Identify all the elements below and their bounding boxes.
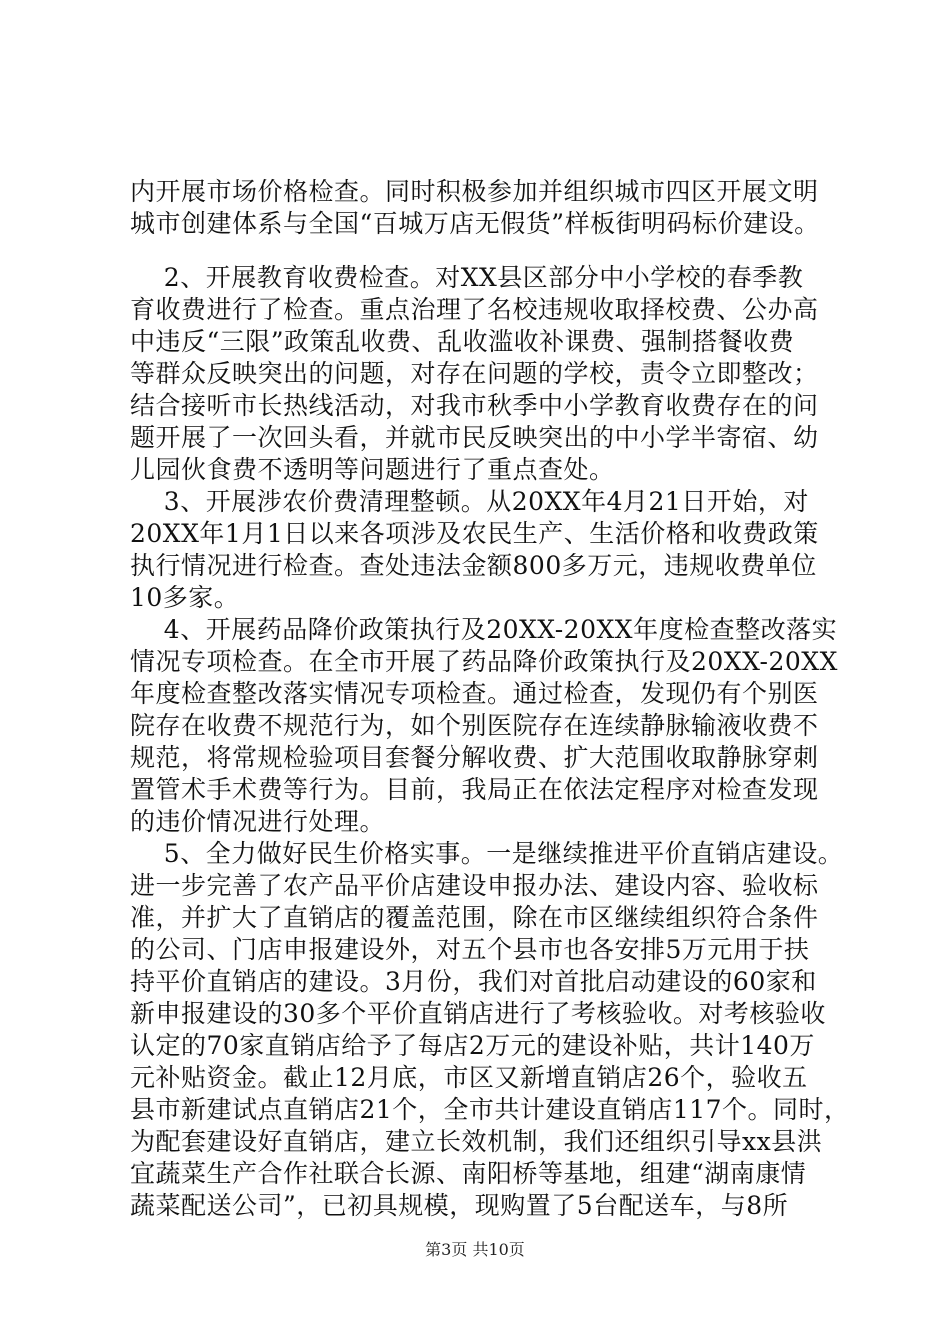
text-line: 育收费进行了检查。重点治理了名校违规收取择校费、公办高 bbox=[130, 295, 819, 324]
text-line: 中违反“三限”政策乱收费、乱收滥收补课费、强制搭餐收费 bbox=[130, 327, 795, 356]
text-line: 的公司、门店申报建设外，对五个县市也各安排5万元用于扶 bbox=[130, 935, 810, 964]
text-line: 进一步完善了农产品平价店建设申报办法、建设内容、验收标 bbox=[130, 871, 819, 900]
text-line: 20XX年1月1日以来各项涉及农民生产、生活价格和收费政策 bbox=[130, 519, 819, 548]
text-line: 3、开展涉农价费清理整顿。从20XX年4月21日开始，对 bbox=[130, 487, 809, 516]
text-line: 5、全力做好民生价格实事。一是继续推进平价直销店建设。 bbox=[130, 839, 844, 868]
text-line: 规范，将常规检验项目套餐分解收费、扩大范围收取静脉穿刺 bbox=[130, 743, 819, 772]
text-line: 年度检查整改落实情况专项检查。通过检查，发现仍有个别医 bbox=[130, 679, 819, 708]
text-line: 内开展市场价格检查。同时积极参加并组织城市四区开展文明 bbox=[130, 177, 819, 206]
text-line: 2、开展教育收费检查。对XX县区部分中小学校的春季教 bbox=[130, 263, 804, 292]
page-footer: 第3页 共10页 bbox=[425, 1240, 525, 1259]
text-line: 元补贴资金。截止12月底，市区又新增直销店26个，验收五 bbox=[130, 1063, 808, 1092]
text-line: 县市新建试点直销店21个，全市共计建设直销店117个。同时， bbox=[130, 1095, 850, 1124]
text-line: 的违价情况进行处理。 bbox=[130, 807, 386, 836]
text-line: 持平价直销店的建设。3月份，我们对首批启动建设的60家和 bbox=[130, 967, 817, 996]
text-line: 认定的70家直销店给予了每店2万元的建设补贴，共计140万 bbox=[130, 1031, 815, 1060]
text-line: 等群众反映突出的问题，对存在问题的学校，责令立即整改； bbox=[130, 359, 819, 388]
text-line: 准，并扩大了直销店的覆盖范围，除在市区继续组织符合条件 bbox=[130, 903, 819, 932]
text-line: 城市创建体系与全国“百城万店无假货”样板街明码标价建设。 bbox=[130, 209, 820, 238]
text-line: 情况专项检查。在全市开展了药品降价政策执行及20XX-20XX bbox=[130, 647, 838, 676]
text-line: 题开展了一次回头看，并就市民反映突出的中小学半寄宿、幼 bbox=[130, 423, 819, 452]
text-line: 新申报建设的30多个平价直销店进行了考核验收。对考核验收 bbox=[130, 999, 826, 1028]
text-line: 置管术手术费等行为。目前，我局正在依法定程序对检查发现 bbox=[130, 775, 819, 804]
text-line: 为配套建设好直销店，建立长效机制，我们还组织引导xx县洪 bbox=[130, 1127, 823, 1156]
text-line: 执行情况进行检查。查处违法金额800多万元，违规收费单位 bbox=[130, 551, 817, 580]
text-line: 院存在收费不规范行为，如个别医院存在连续静脉输液收费不 bbox=[130, 711, 819, 740]
text-line: 4、开展药品降价政策执行及20XX-20XX年度检查整改落实 bbox=[130, 615, 838, 644]
text-line: 儿园伙食费不透明等问题进行了重点查处。 bbox=[130, 455, 615, 484]
text-line: 结合接听市长热线活动，对我市秋季中小学教育收费存在的问 bbox=[130, 391, 819, 420]
text-line: 宜蔬菜生产合作社联合长源、南阳桥等基地，组建“湖南康情 bbox=[130, 1159, 807, 1188]
text-line: 蔬菜配送公司”，已初具规模，现购置了5台配送车，与8所 bbox=[130, 1191, 789, 1220]
text-line: 10多家。 bbox=[130, 583, 240, 612]
